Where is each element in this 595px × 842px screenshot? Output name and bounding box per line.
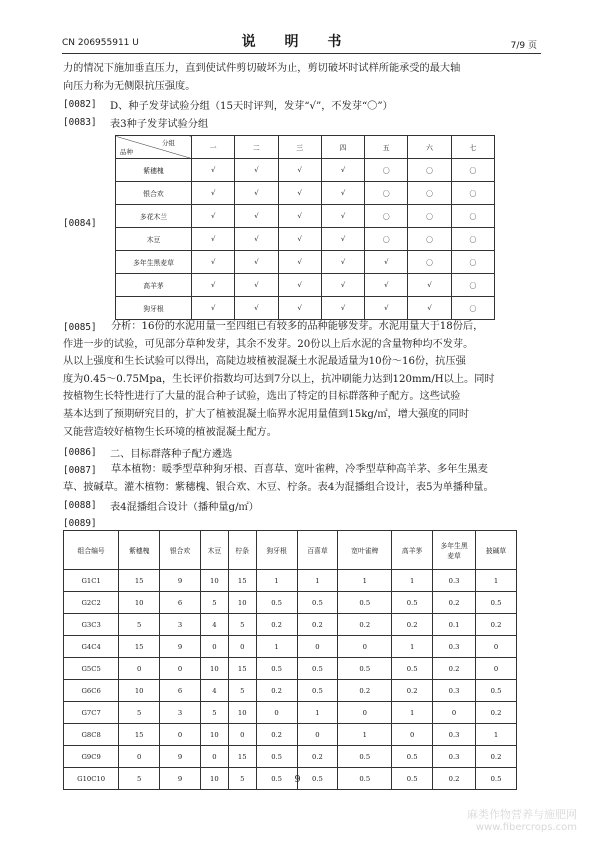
column-header: 木豆	[200, 531, 228, 570]
table-cell: √	[321, 297, 364, 320]
table-cell: 0.5	[256, 592, 297, 614]
table-row	[116, 251, 495, 274]
column-header: 披碱草	[476, 531, 517, 570]
table-row	[64, 592, 517, 614]
table-cell: √	[278, 274, 321, 297]
table-cell: 0.2	[392, 614, 433, 636]
table-cell: 15	[228, 658, 256, 680]
table-cell: 0.2	[392, 680, 433, 702]
table-cell: 0.5	[256, 768, 297, 790]
table-cell: 0.5	[476, 680, 517, 702]
table-cell: 15	[119, 636, 160, 658]
table-row	[64, 680, 517, 702]
table-cell: 1	[476, 724, 517, 746]
row-label: G2C2	[64, 592, 119, 614]
table-cell: √	[235, 228, 278, 251]
table-cell: 0.2	[433, 592, 476, 614]
corner-top-label: 分组	[162, 139, 175, 147]
table-cell: 10	[228, 702, 256, 724]
table-cell: 5	[119, 768, 160, 790]
column-header: 宽叶雀稗	[338, 531, 392, 570]
row-label: 木豆	[116, 228, 192, 251]
table-cell: √	[321, 182, 364, 205]
table-cell: 1	[256, 570, 297, 592]
plants-paragraph	[63, 461, 533, 496]
table-cell: 0	[338, 702, 392, 724]
table-cell: √	[235, 182, 278, 205]
table-cell: 〇	[451, 182, 494, 205]
table-cell: 0	[297, 636, 338, 658]
table-cell: √	[278, 182, 321, 205]
table-cell: 5	[200, 702, 228, 724]
table-cell: 0.2	[476, 746, 517, 768]
table-cell: 〇	[365, 228, 408, 251]
table-cell: √	[278, 228, 321, 251]
table-cell: 15	[228, 746, 256, 768]
column-header: 银合欢	[160, 531, 201, 570]
paragraph-tag: [0087]	[63, 465, 97, 476]
table-cell: 0	[228, 724, 256, 746]
paragraph-tag: [0089]	[63, 518, 97, 529]
table-row	[116, 274, 495, 297]
table3-caption: 表3种子发芽试验分组	[110, 119, 209, 130]
table-cell: 0.5	[338, 746, 392, 768]
row-label: 狗牙根	[116, 297, 192, 320]
table-cell: 〇	[451, 159, 494, 182]
table-cell: 6	[160, 680, 201, 702]
table-cell: 0.2	[256, 680, 297, 702]
table-cell: 0.2	[433, 768, 476, 790]
row-label: G7C7	[64, 702, 119, 724]
table-cell: 〇	[451, 297, 494, 320]
table-cell: 0	[476, 636, 517, 658]
document-title: 说 明 书	[241, 34, 354, 50]
table-cell: 1	[256, 636, 297, 658]
table-row	[64, 614, 517, 636]
table-cell: 0.5	[297, 768, 338, 790]
table-cell: √	[235, 251, 278, 274]
intro-paragraph	[63, 60, 533, 95]
germination-table-body	[116, 159, 495, 320]
analysis-paragraph	[63, 318, 533, 441]
table-cell: 0.5	[392, 768, 433, 790]
table-cell: √	[365, 274, 408, 297]
table-cell: 0.5	[392, 592, 433, 614]
table-row	[116, 205, 495, 228]
table-cell: 5	[228, 768, 256, 790]
table-cell: 0.2	[256, 724, 297, 746]
row-label: 多年生黑麦草	[116, 251, 192, 274]
table-cell: 10	[200, 658, 228, 680]
row-label: G8C8	[64, 724, 119, 746]
table-cell: √	[192, 228, 235, 251]
table-corner-cell	[116, 136, 192, 159]
table-cell: 0	[228, 636, 256, 658]
table-cell: √	[321, 274, 364, 297]
table-cell: 9	[160, 746, 201, 768]
text-line: 向压力称为无侧限抗压强度。	[63, 80, 196, 92]
table-cell: 9	[160, 636, 201, 658]
table-cell: 1	[338, 570, 392, 592]
row-label: G3C3	[64, 614, 119, 636]
table-cell: 〇	[408, 182, 451, 205]
table-cell: 0	[200, 746, 228, 768]
table-header-row	[116, 136, 495, 159]
column-header: 狗牙根	[256, 531, 297, 570]
column-header: 五	[365, 136, 408, 159]
row-label: 高羊茅	[116, 274, 192, 297]
column-header: 柠条	[228, 531, 256, 570]
table-cell: 0.5	[297, 592, 338, 614]
table-row	[116, 297, 495, 320]
row-label: G5C5	[64, 658, 119, 680]
table-row	[64, 658, 517, 680]
table-cell: 5	[200, 592, 228, 614]
row-label: G1C1	[64, 570, 119, 592]
watermark-title: 麻类作物营养与施肥网	[467, 808, 577, 821]
table-cell: √	[321, 251, 364, 274]
paragraph-tag: [0086]	[63, 447, 97, 458]
column-header: 六	[408, 136, 451, 159]
table-cell: 0.5	[256, 746, 297, 768]
section-heading-2: 二、目标群落种子配方遴选	[110, 449, 233, 460]
text-line: 分析：16份的水泥用量一至四组已有较多的品种能够发芽。水泥用量大于18份后，	[111, 321, 484, 332]
table-cell: 5	[228, 680, 256, 702]
table-cell: 0.5	[297, 658, 338, 680]
table-cell: 〇	[408, 205, 451, 228]
text-line: 又能营造较好植物生长环境的植被混凝土配方。	[63, 426, 277, 438]
table-cell: 0	[297, 724, 338, 746]
table-cell: 0.3	[433, 570, 476, 592]
text-line: 作进一步的试验，可见部分草种发芽，其余不发芽。20份以上后水泥的含量物种均不发芽。	[63, 338, 474, 350]
table-cell: √	[321, 228, 364, 251]
row-label: G10C10	[64, 768, 119, 790]
table-cell: 0	[119, 746, 160, 768]
table-cell: 0	[160, 658, 201, 680]
table-cell: √	[192, 159, 235, 182]
germination-table	[115, 135, 495, 320]
table-cell: 0	[476, 658, 517, 680]
table-cell: 〇	[408, 159, 451, 182]
table-cell: √	[365, 251, 408, 274]
column-header: 一	[192, 136, 235, 159]
corner-bottom-label: 品种	[120, 148, 133, 156]
table-cell: √	[278, 205, 321, 228]
table-cell: 〇	[451, 274, 494, 297]
table-cell: 0.5	[476, 768, 517, 790]
table-cell: 1	[392, 636, 433, 658]
table-cell: 10	[119, 592, 160, 614]
table-cell: √	[278, 297, 321, 320]
table-cell: 0.2	[338, 614, 392, 636]
table-cell: 10	[200, 724, 228, 746]
table-cell: √	[365, 297, 408, 320]
table-cell: 〇	[365, 159, 408, 182]
table-cell: 0.5	[476, 592, 517, 614]
table-cell: 〇	[451, 251, 494, 274]
table-cell: 0.3	[433, 724, 476, 746]
table-cell: 5	[119, 702, 160, 724]
table-cell: 3	[160, 702, 201, 724]
column-header: 四	[321, 136, 364, 159]
table-cell: 10	[228, 592, 256, 614]
table-cell: 0.2	[297, 614, 338, 636]
table-cell: 0	[256, 702, 297, 724]
table-cell: √	[278, 159, 321, 182]
table-cell: 0.5	[338, 768, 392, 790]
text-line: 草、披碱草。灌木植物：紫穗槐、银合欢、木豆、柠条。表4为混播组合设计，表5为单播种量。	[63, 481, 494, 493]
table-cell: 10	[200, 768, 228, 790]
table-cell: 1	[476, 570, 517, 592]
table-cell: 1	[392, 702, 433, 724]
table-cell: 0.3	[433, 680, 476, 702]
table-cell: 0	[119, 658, 160, 680]
table-cell: 9	[160, 570, 201, 592]
table-cell: √	[321, 159, 364, 182]
section-heading-d: D、种子发芽试验分组（15天时评判，发芽“√”，不发芽“〇”）	[110, 101, 393, 112]
column-header: 组合编号	[64, 531, 119, 570]
table-cell: √	[192, 182, 235, 205]
table-row	[64, 570, 517, 592]
table-cell: 0.5	[297, 680, 338, 702]
table-cell: √	[408, 297, 451, 320]
table-cell: 5	[119, 614, 160, 636]
table-row	[64, 724, 517, 746]
column-header: 多年生黑麦草	[433, 531, 476, 570]
table-cell: 0	[200, 636, 228, 658]
table-cell: 〇	[451, 205, 494, 228]
column-header: 高羊茅	[392, 531, 433, 570]
table-cell: 3	[160, 614, 201, 636]
table-row	[64, 702, 517, 724]
table-cell: √	[192, 205, 235, 228]
table-cell: 0.2	[476, 702, 517, 724]
table-row	[116, 228, 495, 251]
paragraph-tag: [0082]	[63, 99, 97, 110]
table-cell: 0.5	[338, 592, 392, 614]
table-row	[64, 746, 517, 768]
table-cell: 15	[119, 724, 160, 746]
table-cell: √	[235, 274, 278, 297]
row-label: 银合欢	[116, 182, 192, 205]
column-header: 紫穗槐	[119, 531, 160, 570]
table4-caption: 表4混播组合设计（播种量g/㎡）	[110, 502, 259, 513]
watermark-url: www.fibercrops.com	[475, 822, 577, 833]
text-line: 力的情况下施加垂直压力，直到使试件剪切破坏为止，剪切破坏时试样所能承受的最大轴	[63, 63, 461, 74]
table-cell: 0.1	[433, 614, 476, 636]
column-header: 二	[235, 136, 278, 159]
table-cell: 0.2	[297, 746, 338, 768]
table-cell: √	[192, 274, 235, 297]
table-cell: 15	[228, 570, 256, 592]
table-cell: 1	[392, 570, 433, 592]
table-cell: 0.5	[256, 658, 297, 680]
table-cell: 0.3	[433, 636, 476, 658]
table-cell: 1	[297, 702, 338, 724]
table-cell: √	[408, 274, 451, 297]
page-number: 9	[294, 774, 301, 785]
table-cell: 〇	[408, 251, 451, 274]
table-cell: √	[321, 205, 364, 228]
table-cell: 0	[392, 724, 433, 746]
table-row	[116, 159, 495, 182]
mix-design-table-body	[64, 570, 517, 790]
row-label: 多花木兰	[116, 205, 192, 228]
text-line: 基本达到了预期研究目的，扩大了植被混凝土临界水泥用量值到15kg/㎡，增大强度的同时	[63, 408, 470, 420]
table-cell: 0.2	[256, 614, 297, 636]
paragraph-tag: [0084]	[63, 218, 97, 229]
table-cell: 0.3	[433, 746, 476, 768]
table-cell: 〇	[451, 228, 494, 251]
table-cell: √	[235, 159, 278, 182]
row-label: G4C4	[64, 636, 119, 658]
text-line: 从以上强度和生长试验可以得出，高陡边坡植被混凝土水泥最适量为10份～16份，抗压强	[63, 356, 466, 368]
table-cell: 1	[338, 724, 392, 746]
table-row	[116, 182, 495, 205]
text-line: 度为0.45～0.75Mpa，生长评价指数均可达到7分以上，抗冲刷能力达到120mm/H以上。同时	[63, 373, 495, 385]
table-cell: 0	[338, 636, 392, 658]
table-cell: √	[278, 251, 321, 274]
paragraph-tag: [0083]	[63, 117, 97, 128]
mix-design-table	[63, 530, 517, 790]
row-label: 紫穗槐	[116, 159, 192, 182]
table-cell: 0.2	[476, 614, 517, 636]
paragraph-tag: [0085]	[63, 322, 97, 333]
table-cell: √	[192, 297, 235, 320]
table-cell: √	[235, 205, 278, 228]
table-cell: √	[192, 251, 235, 274]
table-cell: 〇	[365, 182, 408, 205]
table-cell: 6	[160, 592, 201, 614]
table-cell: 0.5	[338, 658, 392, 680]
paragraph-tag: [0088]	[63, 500, 97, 511]
text-line: 草本植物：暖季型草种狗牙根、百喜草、宽叶雀稗，冷季型草种高羊茅、多年生黑麦	[111, 464, 488, 475]
table-cell: 0.5	[392, 746, 433, 768]
row-label: G9C9	[64, 746, 119, 768]
table-cell: 〇	[365, 205, 408, 228]
column-header: 七	[451, 136, 494, 159]
table-cell: 1	[297, 570, 338, 592]
table-cell: 0.5	[392, 658, 433, 680]
document-number: CN 206955911 U	[62, 38, 139, 48]
table-cell: 0.2	[433, 658, 476, 680]
header-divider	[62, 53, 541, 54]
table-header-row	[64, 531, 517, 570]
column-header: 百喜草	[297, 531, 338, 570]
table-cell: √	[235, 297, 278, 320]
table-cell: 10	[200, 570, 228, 592]
table-cell: 0	[433, 702, 476, 724]
text-line: 按植物生长特性进行了大量的混合种子试验，选出了特定的目标群落种子配方。这些试验	[63, 391, 461, 403]
table-cell: 15	[119, 570, 160, 592]
table-cell: 0.2	[338, 680, 392, 702]
table-cell: 5	[228, 614, 256, 636]
table-cell: 4	[200, 614, 228, 636]
table-cell: 4	[200, 680, 228, 702]
row-label: G6C6	[64, 680, 119, 702]
page-indicator: 7/9 页	[510, 41, 537, 51]
table-cell: 〇	[408, 228, 451, 251]
column-header: 三	[278, 136, 321, 159]
table-cell: 9	[160, 768, 201, 790]
table-row	[64, 636, 517, 658]
table-cell: 0	[160, 724, 201, 746]
table-cell: 10	[119, 680, 160, 702]
